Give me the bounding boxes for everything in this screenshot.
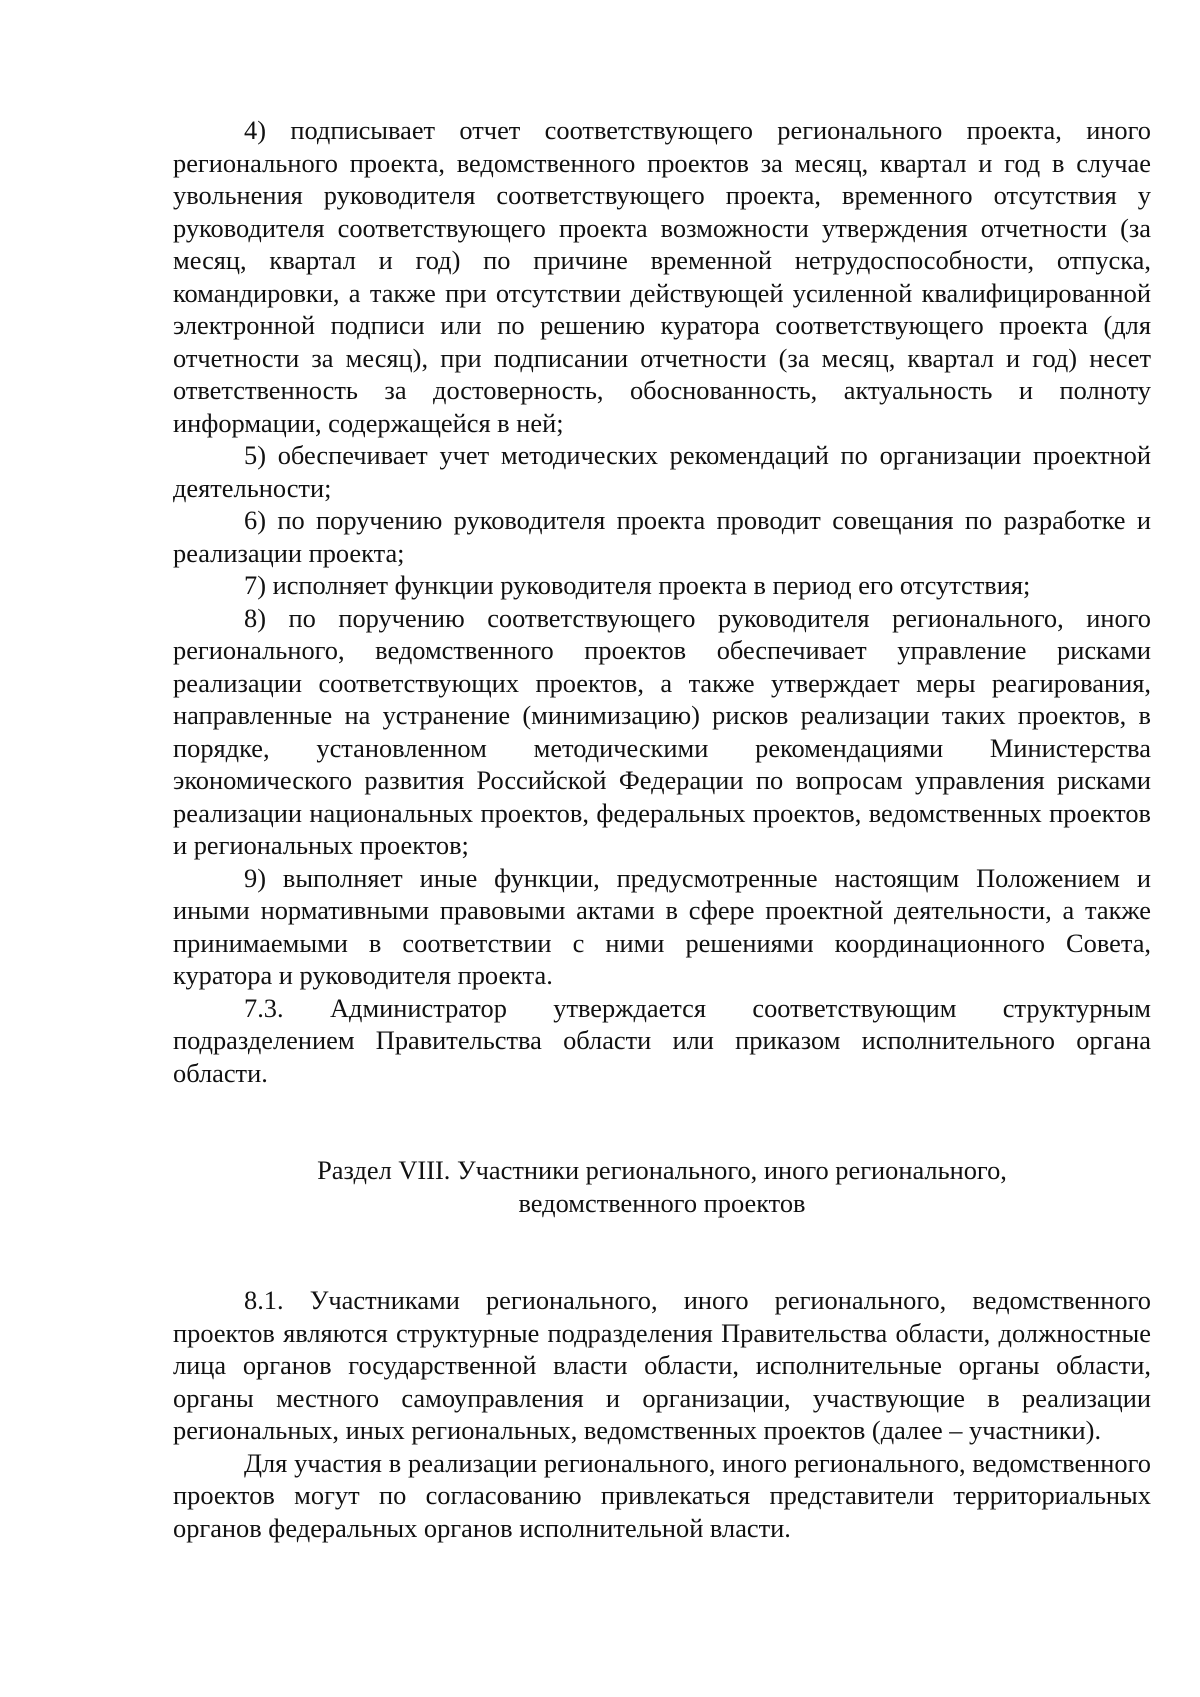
paragraph-clause-8-1: 8.1. Участниками регионального, иного регионального, ведомственного проектов являются структурные подразделения Правительства области, должностные лица органов государственной власти области, исполнительные органы области, органы местного самоуправления и организации, участвующие в реализации региональных, иных региональных, ведомственных проектов (далее – участники).	[173, 1285, 1151, 1445]
paragraph-item-9: 9) выполняет иные функции, предусмотренные настоящим Положением и иными нормативными правовыми актами в сфере проектной деятельности, а также принимаемыми в соответствии с ними решениями координационного Совета, куратора и руководителя проекта.	[173, 862, 1151, 990]
paragraph-participation: Для участия в реализации регионального, иного регионального, ведомственного проектов могут по согласованию привлекаться представители территориальных органов федеральных органов исполнительной власти.	[173, 1447, 1151, 1543]
section-spacer	[173, 1219, 1151, 1284]
section-heading	[173, 1154, 1151, 1219]
paragraph-clause-7-3: 7.3. Администратор утверждается соответствующим структурным подразделением Правительства области или приказом исполнительного органа области.	[173, 992, 1151, 1088]
section-spacer	[173, 1089, 1151, 1154]
section-heading-line-1: Раздел VIII. Участники регионального, иного регионального,	[317, 1155, 1007, 1185]
section-heading-line-2: ведомственного проектов	[518, 1187, 806, 1218]
paragraph-item-5: 5) обеспечивает учет методических рекомендаций по организации проектной деятельности;	[173, 440, 1151, 503]
document-page	[173, 114, 1151, 1544]
paragraph-item-6: 6) по поручению руководителя проекта проводит совещания по разработке и реализации проекта;	[173, 505, 1151, 568]
paragraph-item-7: 7) исполняет функции руководителя проекта в период его отсутствия;	[244, 570, 1031, 600]
paragraph-item-4: 4) подписывает отчет соответствующего регионального проекта, иного регионального проекта, ведомственного проектов за месяц, квартал и год в случае увольнения руководителя соответствующего проекта, временного отсутствия у руководителя соответствующего проекта возможности утверждения отчетности (за месяц, квартал и год) по причине временной нетрудоспособности, отпуска, командировки, а также при отсутствии действующей усиленной квалифицированной электронной подписи или по решению куратора соответствующего проекта (для отчетности за месяц), при подписании отчетности (за месяц, квартал и год) несет ответственность за достоверность, обоснованность, актуальность и полноту информации, содержащейся в ней;	[173, 115, 1151, 438]
paragraph-item-8: 8) по поручению соответствующего руководителя регионального, иного регионального, ведомственного проектов обеспечивает управление рисками реализации соответствующих проектов, а также утверждает меры реагирования, направленные на устранение (минимизацию) рисков реализации таких проектов, в порядке, установленном методическими рекомендациями Министерства экономического развития Российской Федерации по вопросам управления рисками реализации национальных проектов, федеральных проектов, ведомственных проектов и региональных проектов;	[173, 602, 1151, 860]
